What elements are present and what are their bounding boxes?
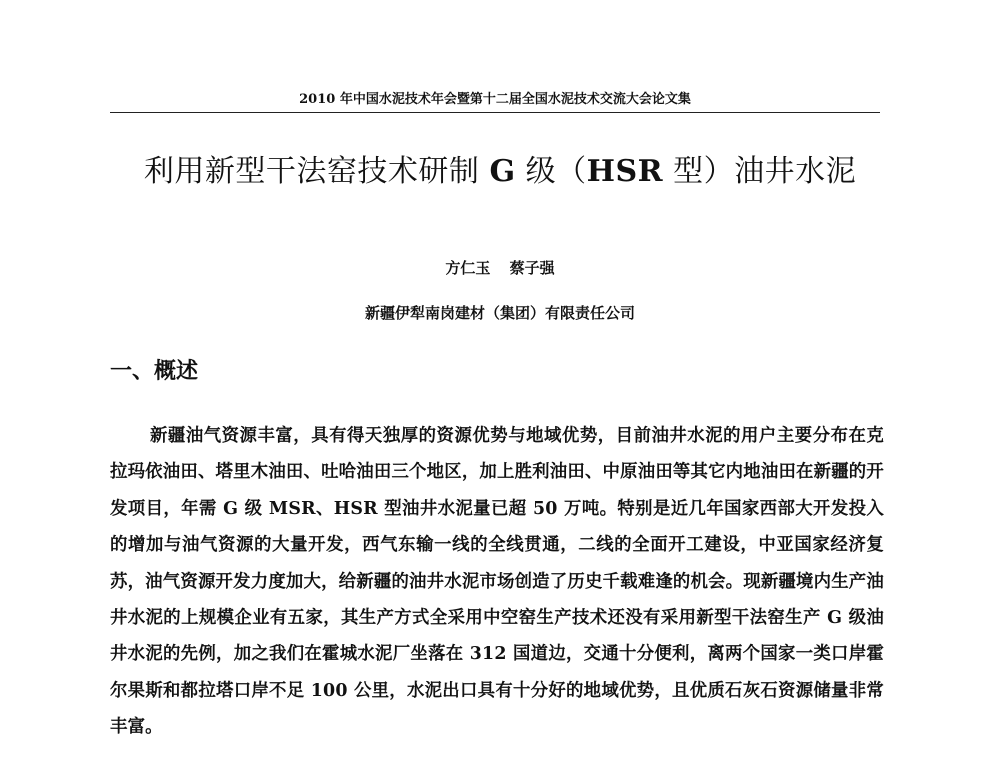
header-rule	[110, 112, 880, 113]
section-heading: 一、概述	[110, 358, 199, 384]
title-part-1: 利用新型干法窑技术研制	[143, 154, 490, 189]
title-type: HSR	[586, 154, 664, 189]
authors: 方仁玉 蔡子强	[445, 259, 555, 277]
running-header: 2010 年中国水泥技术年会暨第十二届全国水泥技术交流大会论文集	[299, 92, 691, 107]
paper-title	[0, 152, 1000, 192]
title-grade: G	[489, 154, 516, 189]
title-part-3: 型）油井水泥	[663, 154, 857, 189]
affiliation: 新疆伊犁南岗建材（集团）有限责任公司	[364, 304, 635, 322]
body-paragraph: 新疆油气资源丰富，具有得天独厚的资源优势与地域优势，目前油井水泥的用户主要分布在克拉玛依油田、塔里木油田、吐哈油田三个地区，加上胜利油田、中原油田等其它内地油田在新疆的开发项目，年需 G 级 MSR、HSR 型油井水泥量已超 50 万吨。特别是近几年国家西部大开发投入的增加与油气资源的大量开发，西气东输一线的全线贯通，二线的全面开工建设，中亚国家经济复苏，油气资源开发力度加大，给新疆的油井水泥市场创造了历史千载难逢的机会。现新疆境内生产油井水泥的上规模企业有五家，其生产方式全采用中空窑生产技术还没有采用新型干法窑生产 G 级油井水泥的先例，加之我们在霍城水泥厂坐落在 312 国道边，交通十分便利，离两个国家一类口岸霍尔果斯和都拉塔口岸不足 100 公里，水泥出口具有十分好的地域优势，且优质石灰石资源储量非常丰富。	[110, 426, 884, 738]
title-part-2: 级（	[515, 154, 587, 189]
